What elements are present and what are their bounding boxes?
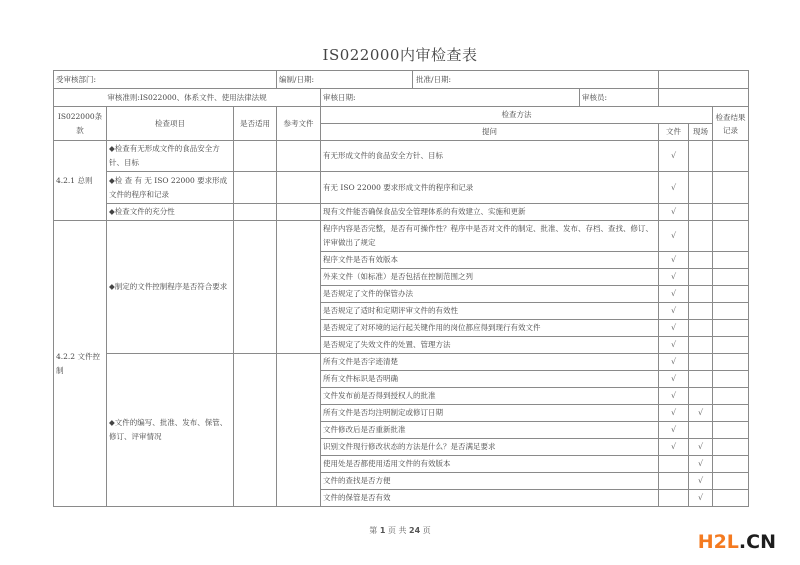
- applicable-cell: [234, 204, 277, 221]
- onsite-check: [689, 141, 713, 172]
- document-check: √: [659, 405, 689, 422]
- applicable-cell: [234, 221, 277, 354]
- document-check: [659, 490, 689, 507]
- audit-criteria: 审核准则:IS022000、体系文件、使用法律法规: [54, 89, 321, 107]
- header-result: 检查结果记录: [713, 107, 749, 141]
- result-cell: [713, 354, 749, 371]
- question-cell: 有无 ISO 22000 要求形成文件的程序和记录: [321, 172, 659, 204]
- document-check: √: [659, 269, 689, 286]
- question-cell: 现有文件能否确保食品安全管理体系的有效建立、实施和更新: [321, 204, 659, 221]
- blank-cell: [659, 89, 749, 107]
- onsite-check: [689, 337, 713, 354]
- result-cell: [713, 286, 749, 303]
- applicable-cell: [234, 141, 277, 172]
- onsite-check: [689, 221, 713, 252]
- header-applicable: 是否适用: [234, 107, 277, 141]
- document-check: √: [659, 354, 689, 371]
- reference-cell: [277, 354, 321, 507]
- document-check: [659, 473, 689, 490]
- header-check-item: 检查项目: [107, 107, 234, 141]
- result-cell: [713, 204, 749, 221]
- document-check: √: [659, 371, 689, 388]
- onsite-check: [689, 269, 713, 286]
- document-check: √: [659, 320, 689, 337]
- page-footer: [0, 525, 800, 536]
- footer-prefix: 第: [369, 526, 378, 535]
- result-cell: [713, 473, 749, 490]
- question-cell: 程序文件是否有效版本: [321, 252, 659, 269]
- question-cell: 使用处是否都使用适用文件的有效版本: [321, 456, 659, 473]
- question-cell: 文件的保管是否有效: [321, 490, 659, 507]
- reference-cell: [277, 172, 321, 204]
- result-cell: [713, 252, 749, 269]
- document-check: √: [659, 439, 689, 456]
- check-item: ◆文件的编写、批准、发布、保管、修订、评审情况: [107, 354, 234, 507]
- question-cell: 文件修改后是否重新批准: [321, 422, 659, 439]
- header-method: 检查方法: [321, 107, 713, 124]
- question-cell: 是否规定了对环境的运行起关键作用的岗位都应得到现行有效文件: [321, 320, 659, 337]
- question-cell: 所有文件标识是否明确: [321, 371, 659, 388]
- result-cell: [713, 456, 749, 473]
- approved-date-wrap: [659, 71, 749, 89]
- result-cell: [713, 371, 749, 388]
- check-item: ◆检查文件的充分性: [107, 204, 234, 221]
- document-check: √: [659, 141, 689, 172]
- audit-date-field: 审核日期:: [321, 89, 580, 106]
- header-document: 文件: [659, 124, 689, 141]
- result-cell: [713, 490, 749, 507]
- onsite-check: [689, 388, 713, 405]
- document-check: √: [659, 221, 689, 252]
- result-cell: [713, 439, 749, 456]
- header-reference: 参考文件: [277, 107, 321, 141]
- question-cell: 是否规定了适时和定期评审文件的有效性: [321, 303, 659, 320]
- question-cell: 文件的查找是否方便: [321, 473, 659, 490]
- question-cell: 有无形成文件的食品安全方针、目标: [321, 141, 659, 172]
- check-item: ◆制定的文件控制程序是否符合要求: [107, 221, 234, 354]
- result-cell: [713, 141, 749, 172]
- watermark-part1: H2L: [697, 531, 739, 553]
- audit-date-auditor-cell: [321, 89, 659, 107]
- watermark-part2: .CN: [738, 531, 776, 553]
- audit-checklist-table: [53, 70, 749, 507]
- question-cell: 程序内容是否完整，是否有可操作性？程序中是否对文件的制定、批准、发布、存档、查找、修订、评审做出了规定: [321, 221, 659, 252]
- onsite-check: [689, 422, 713, 439]
- result-cell: [713, 422, 749, 439]
- onsite-check: [689, 172, 713, 204]
- document-check: √: [659, 388, 689, 405]
- document-check: √: [659, 286, 689, 303]
- clause-cell: 4.2.2 文件控制: [54, 221, 107, 507]
- onsite-check: [689, 252, 713, 269]
- document-check: [659, 456, 689, 473]
- reference-cell: [277, 221, 321, 354]
- question-cell: 文件发布前是否得到授权人的批准: [321, 388, 659, 405]
- onsite-check: √: [689, 473, 713, 490]
- question-cell: 所有文件是否均注明制定或修订日期: [321, 405, 659, 422]
- question-cell: 外来文件（如标准）是否包括在控制范围之列: [321, 269, 659, 286]
- document-check: √: [659, 252, 689, 269]
- result-cell: [713, 221, 749, 252]
- approved-date-field: 批准/日期:: [412, 71, 451, 88]
- check-item: ◆检查有无形成文件的食品安全方针、目标: [107, 141, 234, 172]
- onsite-check: [689, 286, 713, 303]
- reference-cell: [277, 204, 321, 221]
- question-cell: 是否规定了文件的保管办法: [321, 286, 659, 303]
- onsite-check: √: [689, 456, 713, 473]
- onsite-check: [689, 354, 713, 371]
- result-cell: [713, 172, 749, 204]
- document-check: √: [659, 204, 689, 221]
- document-check: √: [659, 337, 689, 354]
- result-cell: [713, 303, 749, 320]
- audited-dept-field: 受审核部门:: [54, 71, 277, 89]
- auditor-field: 审核员:: [582, 93, 608, 102]
- applicable-cell: [234, 172, 277, 204]
- onsite-check: √: [689, 405, 713, 422]
- onsite-check: [689, 320, 713, 337]
- watermark-logo: [698, 531, 776, 553]
- applicable-cell: [234, 354, 277, 507]
- result-cell: [713, 269, 749, 286]
- result-cell: [713, 405, 749, 422]
- onsite-check: [689, 371, 713, 388]
- footer-middle: 页 共: [387, 526, 407, 535]
- onsite-check: √: [689, 490, 713, 507]
- question-cell: 是否规定了失效文件的处置、管理方法: [321, 337, 659, 354]
- result-cell: [713, 320, 749, 337]
- document-check: √: [659, 422, 689, 439]
- total-pages: 24: [409, 526, 421, 535]
- header-clause: IS022000条款: [54, 107, 107, 141]
- result-cell: [713, 388, 749, 405]
- prepared-date-field: 编制/日期:: [277, 71, 659, 89]
- page-title: IS022000内审检查表: [322, 46, 478, 64]
- check-item: ◆检 查 有 无 ISO 22000 要求形成文件的程序和记录: [107, 172, 234, 204]
- question-cell: 识别文件现行修改状态的方法是什么？是否满足要求: [321, 439, 659, 456]
- onsite-check: [689, 303, 713, 320]
- header-question: 提问: [321, 124, 659, 141]
- result-cell: [713, 337, 749, 354]
- clause-cell: 4.2.1 总则: [54, 141, 107, 221]
- current-page: 1: [379, 526, 386, 535]
- document-check: √: [659, 303, 689, 320]
- header-onsite: 现场: [689, 124, 713, 141]
- question-cell: 所有文件是否字迹清楚: [321, 354, 659, 371]
- onsite-check: [689, 204, 713, 221]
- document-check: √: [659, 172, 689, 204]
- reference-cell: [277, 141, 321, 172]
- onsite-check: √: [689, 439, 713, 456]
- footer-suffix: 页: [422, 526, 431, 535]
